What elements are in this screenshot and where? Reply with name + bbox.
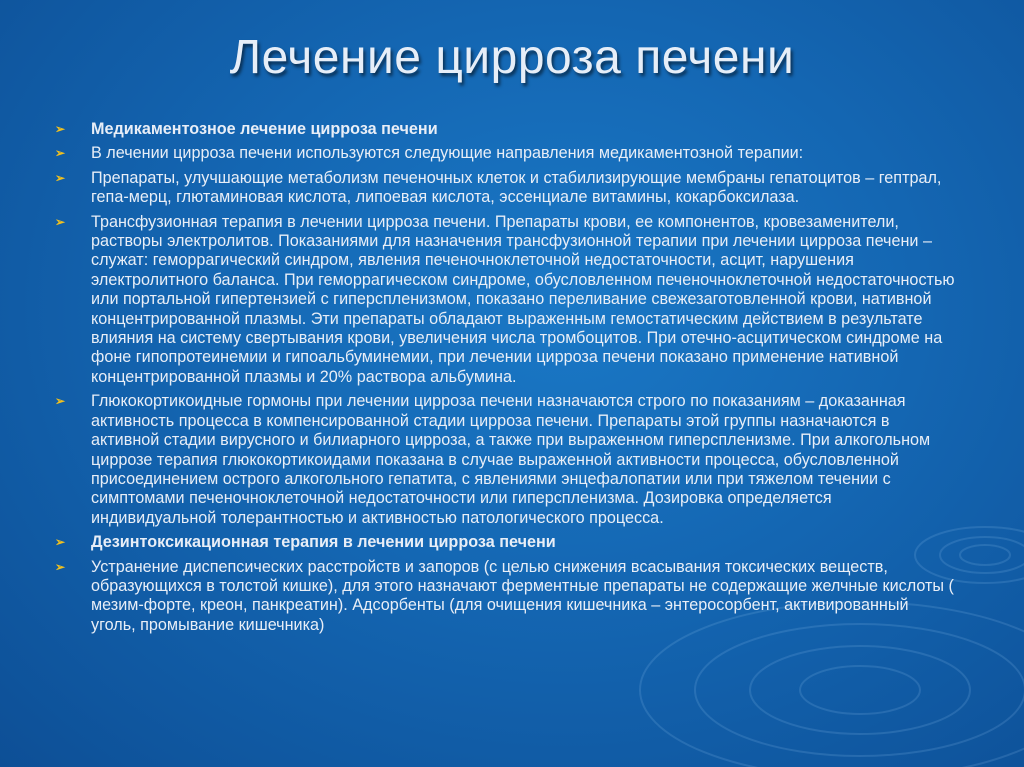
arrow-bullet-icon: ➢ [55, 394, 66, 409]
list-item [55, 558, 955, 636]
bullet-text: Устранение диспепсических расстройств и запоров (с целью снижения всасывания токсических веществ, образующихся в толстой кишке), для этого назначают ферментные препараты не содержащие желчные кислоты ( мезим-форте, креон, панкреатин). Адсорбенты (для очищения кишечника – энтеросорбент, активированный уголь, промывание кишечника) [91, 557, 954, 634]
slide-title: Лечение цирроза печени [229, 31, 795, 84]
bullet-text: Медикаментозное лечение цирроза печени [91, 120, 438, 138]
arrow-bullet-icon: ➢ [55, 122, 66, 136]
bullet-text: Трансфузионная терапия в лечении цирроза печени. Препараты крови, ее компонентов, кровезаменители, растворы электролитов. Показаниями для назначения трансфузионной терапии при лечении цирроза печени – служат: геморрагический синдром, явления печеночноклеточной недостаточности, асцит, нарушения электролитного баланса. При геморрагическом синдроме, обусловленном печеночноклеточной недостаточностью или портальной гипертензией с гиперспленизмом, показано переливание свежезаготовленной крови, нативной концентрированной плазмы. Эти препараты обладают выраженным гемостатическим действием в результате влияния на систему свертывания крови, увеличения числа тромбоцитов. При отечно-асцитическом синдроме на фоне гипопротеинемии и гипоальбуминемии, при лечении цирроза печени показано применение нативной концентрированной плазмы и 20% раствора альбумина. [91, 212, 955, 386]
arrow-bullet-icon: ➢ [55, 535, 66, 550]
bullet-text: Дезинтоксикационная терапия в лечении цирроза печени [91, 533, 556, 552]
list-item [55, 120, 955, 139]
list-item [55, 533, 955, 552]
bullet-text: Препараты, улучшающие метаболизм печеночных клеток и стабилизирующие мембраны гепатоцитов – гептрал, гепа-мерц, глютаминовая кислота, липоевая кислота, эссенциале витамины, кокарбоксилаза. [91, 168, 942, 207]
list-item [55, 144, 955, 163]
arrow-bullet-icon: ➢ [55, 170, 66, 185]
arrow-bullet-icon: ➢ [55, 559, 66, 574]
arrow-bullet-icon: ➢ [55, 146, 66, 161]
bullet-text: Глюкокортикоидные гормоны при лечении цирроза печени назначаются строго по показаниям – доказанная активность процесса в компенсированной стадии цирроза печени. Препараты этой группы назначаются в активной стадии вирусного и билиарного цирроза, а также при выраженном гиперспленизме. При алкогольном циррозе терапия глюкокортикоидами показана в случае выраженной активности процесса, обусловленной присоединением острого алкогольного гепатита, с явлениями энцефалопатии или при тяжелом течении с симптомами печеночноклеточной недостаточности или гиперспленизма. Дозировка определяется индивидуальной толерантностью и активностью патологического процесса. [91, 392, 931, 527]
bullet-text: В лечении цирроза печени используются следующие направления медикаментозной терапии: [91, 144, 804, 163]
list-item [55, 392, 955, 528]
list-item [55, 169, 955, 208]
bullet-list [55, 120, 955, 640]
list-item [55, 213, 955, 388]
arrow-bullet-icon: ➢ [55, 214, 66, 229]
